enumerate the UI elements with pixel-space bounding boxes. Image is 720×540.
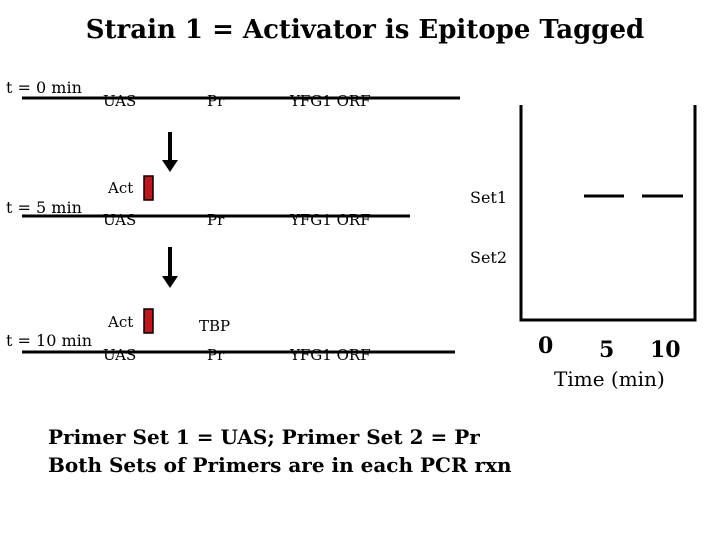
tag-icon	[144, 309, 153, 333]
activator-label-t5: Act	[108, 179, 134, 197]
set2-label: Set2	[470, 248, 508, 267]
orf-label-t0: YFG1 ORF	[290, 92, 371, 110]
time-label-t5: t = 5 min	[6, 198, 82, 217]
footnote-line-2: Both Sets of Primers are in each PCR rxn	[48, 453, 512, 477]
slide-title: Strain 1 = Activator is Epitope Tagged	[85, 15, 645, 45]
uas-label-t0: UAS	[103, 92, 137, 110]
lane-label-10: 10	[650, 337, 681, 363]
row-t0	[6, 78, 460, 110]
row-t10	[6, 309, 455, 364]
tbp-label-t10: TBP	[199, 317, 231, 335]
set1-label: Set1	[470, 188, 508, 207]
footnote-line-1: Primer Set 1 = UAS; Primer Set 2 = Pr	[48, 425, 480, 449]
orf-label-t5: YFG1 ORF	[290, 211, 371, 229]
down-arrow-icon	[162, 132, 178, 172]
promoter-label-t10: Pr	[207, 346, 225, 364]
uas-label-t5: UAS	[103, 211, 137, 229]
time-label-t10: t = 10 min	[6, 331, 93, 350]
orf-label-t10: YFG1 ORF	[290, 346, 371, 364]
tag-icon	[144, 176, 153, 200]
gel-outline	[521, 105, 695, 320]
activator-label-t10: Act	[108, 313, 134, 331]
row-t5	[6, 176, 410, 229]
lane-label-5: 5	[599, 337, 615, 363]
down-arrow-icon	[162, 247, 178, 288]
gel-axis-title: Time (min)	[554, 367, 665, 391]
promoter-label-t5: Pr	[207, 211, 225, 229]
uas-label-t10: UAS	[103, 346, 137, 364]
promoter-label-t0: Pr	[207, 92, 225, 110]
lane-label-0: 0	[538, 333, 554, 359]
gel-schematic	[470, 105, 695, 391]
time-label-t0: t = 0 min	[6, 78, 82, 97]
